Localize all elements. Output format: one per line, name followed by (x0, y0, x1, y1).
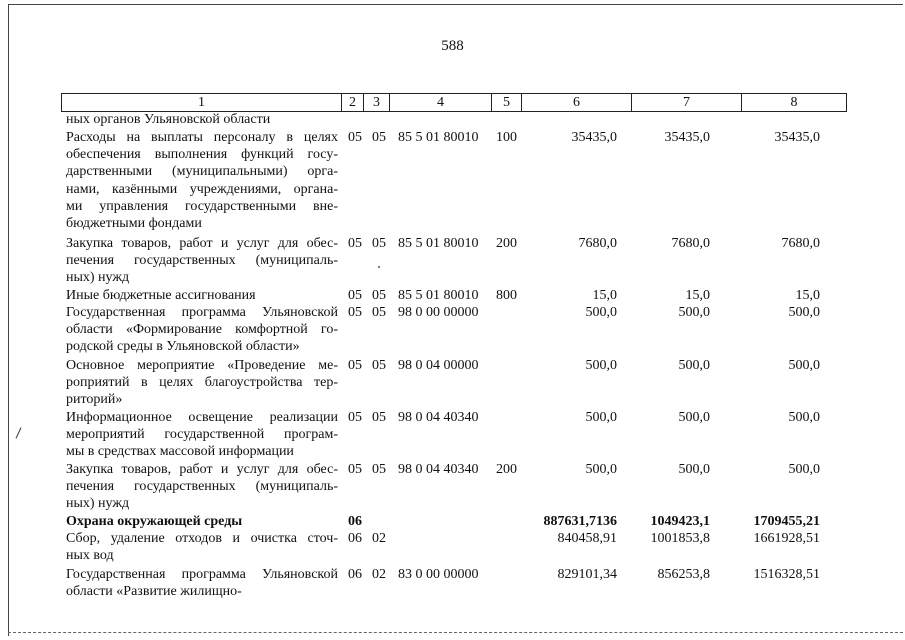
cell-c3: 02 (372, 567, 386, 582)
row-description (66, 304, 338, 356)
page-border-top (8, 4, 903, 5)
description-line: Сбор, удаление отходов и очистка сточ- (66, 531, 338, 546)
description-line: ных) нужд (66, 496, 130, 512)
cell-c6: 15,0 (592, 288, 617, 303)
header-col-7: 7 (632, 94, 742, 111)
description-line: печения государственных (муниципаль- (66, 253, 338, 269)
header-col-4: 4 (390, 94, 492, 111)
cell-c6: 887631,7136 (543, 514, 617, 529)
description-line: Расходы на выплаты персоналу в целях (66, 130, 338, 145)
cell-c5: 800 (496, 288, 517, 303)
description-line: мы в средствах массовой информации (66, 444, 294, 460)
cell-c4: 83 0 00 00000 (398, 567, 479, 582)
description-line: ных органов Ульяновской области (66, 112, 271, 127)
row-description (66, 111, 338, 128)
header-col-1: 1 (62, 94, 342, 111)
cell-c7: 856253,8 (657, 567, 710, 582)
cell-c2: 05 (348, 358, 362, 373)
cell-c2: 06 (348, 514, 362, 529)
cell-c7: 15,0 (685, 288, 710, 303)
cell-c7: 35435,0 (664, 130, 710, 145)
description-line: дарственными (муниципальными) орга- (66, 164, 338, 180)
cell-c6: 500,0 (585, 462, 617, 477)
cell-c2: 06 (348, 567, 362, 582)
cell-c8: 15,0 (795, 288, 820, 303)
description-line: ных) нужд (66, 270, 130, 286)
description-line: нами, казёнными учреждениями, органа- (66, 181, 338, 197)
cell-c4: 98 0 04 40340 (398, 410, 479, 425)
pen-mark (16, 427, 22, 438)
cell-c4: 85 5 01 80010 (398, 288, 479, 303)
cell-c6: 35435,0 (571, 130, 617, 145)
cell-c8: 500,0 (788, 410, 820, 425)
cell-c8: 500,0 (788, 305, 820, 320)
row-description (66, 129, 338, 232)
cell-c7: 1049423,1 (650, 514, 710, 529)
cell-c7: 500,0 (678, 462, 710, 477)
cell-c4: 98 0 04 00000 (398, 358, 479, 373)
page-number: 588 (441, 38, 464, 54)
row-description (66, 409, 338, 461)
cell-c2: 05 (348, 288, 362, 303)
description-line: Государственная программа Ульяновской (66, 305, 338, 320)
cell-c3: 02 (372, 531, 386, 546)
cell-c8: 35435,0 (774, 130, 820, 145)
cell-c3: 05 (372, 358, 386, 373)
description-line: Закупка товаров, работ и услуг для обес- (66, 236, 338, 251)
cell-c8: 1516328,51 (753, 567, 820, 582)
row-description (66, 287, 338, 304)
description-line: роприятий в целях благоустройства тер- (66, 375, 338, 391)
cell-c5: 200 (496, 462, 517, 477)
row-description (66, 566, 338, 600)
description-line: мероприятий государственной програм- (66, 427, 338, 443)
cell-c5: 200 (496, 236, 517, 251)
cell-c3: 05 (372, 410, 386, 425)
cell-c3: 05 (372, 288, 386, 303)
cell-c4: 98 0 04 40340 (398, 462, 479, 477)
description-line: Основное мероприятие «Проведение ме- (66, 358, 338, 373)
cell-c5: 100 (496, 130, 517, 145)
cell-c7: 7680,0 (671, 236, 710, 251)
page-border-bottom (8, 632, 903, 634)
speck (378, 266, 380, 268)
row-description (66, 513, 338, 530)
header-col-6: 6 (522, 94, 632, 111)
cell-c7: 1001853,8 (650, 531, 710, 546)
cell-c4: 85 5 01 80010 (398, 236, 479, 251)
cell-c6: 500,0 (585, 358, 617, 373)
cell-c6: 840458,91 (557, 531, 617, 546)
description-line: печения государственных (муниципаль- (66, 479, 338, 495)
cell-c2: 05 (348, 130, 362, 145)
description-line: Иные бюджетные ассигнования (66, 288, 256, 303)
cell-c2: 05 (348, 236, 362, 251)
description-line: Информационное освещение реализации (66, 410, 338, 425)
description-line: Закупка товаров, работ и услуг для обес- (66, 462, 338, 477)
cell-c3: 05 (372, 305, 386, 320)
cell-c6: 7680,0 (578, 236, 617, 251)
cell-c6: 500,0 (585, 410, 617, 425)
description-line: обеспечения выполнения функций госу- (66, 147, 338, 163)
description-line: Охрана окружающей среды (66, 514, 243, 529)
cell-c3: 05 (372, 236, 386, 251)
description-line: Государственная программа Ульяновской (66, 567, 338, 582)
row-description (66, 461, 338, 513)
cell-c2: 05 (348, 410, 362, 425)
description-line: родской среды в Ульяновской области» (66, 339, 300, 355)
cell-c2: 05 (348, 305, 362, 320)
header-col-5: 5 (492, 94, 522, 111)
cell-c2: 05 (348, 462, 362, 477)
header-col-3: 3 (364, 94, 390, 111)
cell-c7: 500,0 (678, 358, 710, 373)
row-description (66, 235, 338, 287)
row-description (66, 530, 338, 564)
description-line: бюджетными фондами (66, 215, 202, 231)
header-col-8: 8 (790, 95, 798, 110)
cell-c7: 500,0 (678, 410, 710, 425)
cell-c8: 500,0 (788, 358, 820, 373)
cell-c8: 7680,0 (781, 236, 820, 251)
cell-c4: 85 5 01 80010 (398, 130, 479, 145)
description-line: ных вод (66, 548, 114, 564)
description-line: области «Формирование комфортной го- (66, 322, 338, 338)
cell-c4: 98 0 00 00000 (398, 305, 479, 320)
cell-c8: 1661928,51 (753, 531, 820, 546)
description-line: ми управления государственными вне- (66, 198, 338, 214)
cell-c3: 05 (372, 130, 386, 145)
row-description (66, 357, 338, 409)
cell-c7: 500,0 (678, 305, 710, 320)
header-col-2: 2 (342, 94, 364, 111)
description-line: области «Развитие жилищно- (66, 584, 242, 600)
cell-c8: 1709455,21 (753, 514, 820, 529)
cell-c3: 05 (372, 462, 386, 477)
table-header (61, 93, 847, 112)
description-line: риторий» (66, 392, 123, 408)
cell-c6: 500,0 (585, 305, 617, 320)
cell-c8: 500,0 (788, 462, 820, 477)
cell-c6: 829101,34 (557, 567, 617, 582)
page-border-left (8, 4, 9, 636)
cell-c2: 06 (348, 531, 362, 546)
